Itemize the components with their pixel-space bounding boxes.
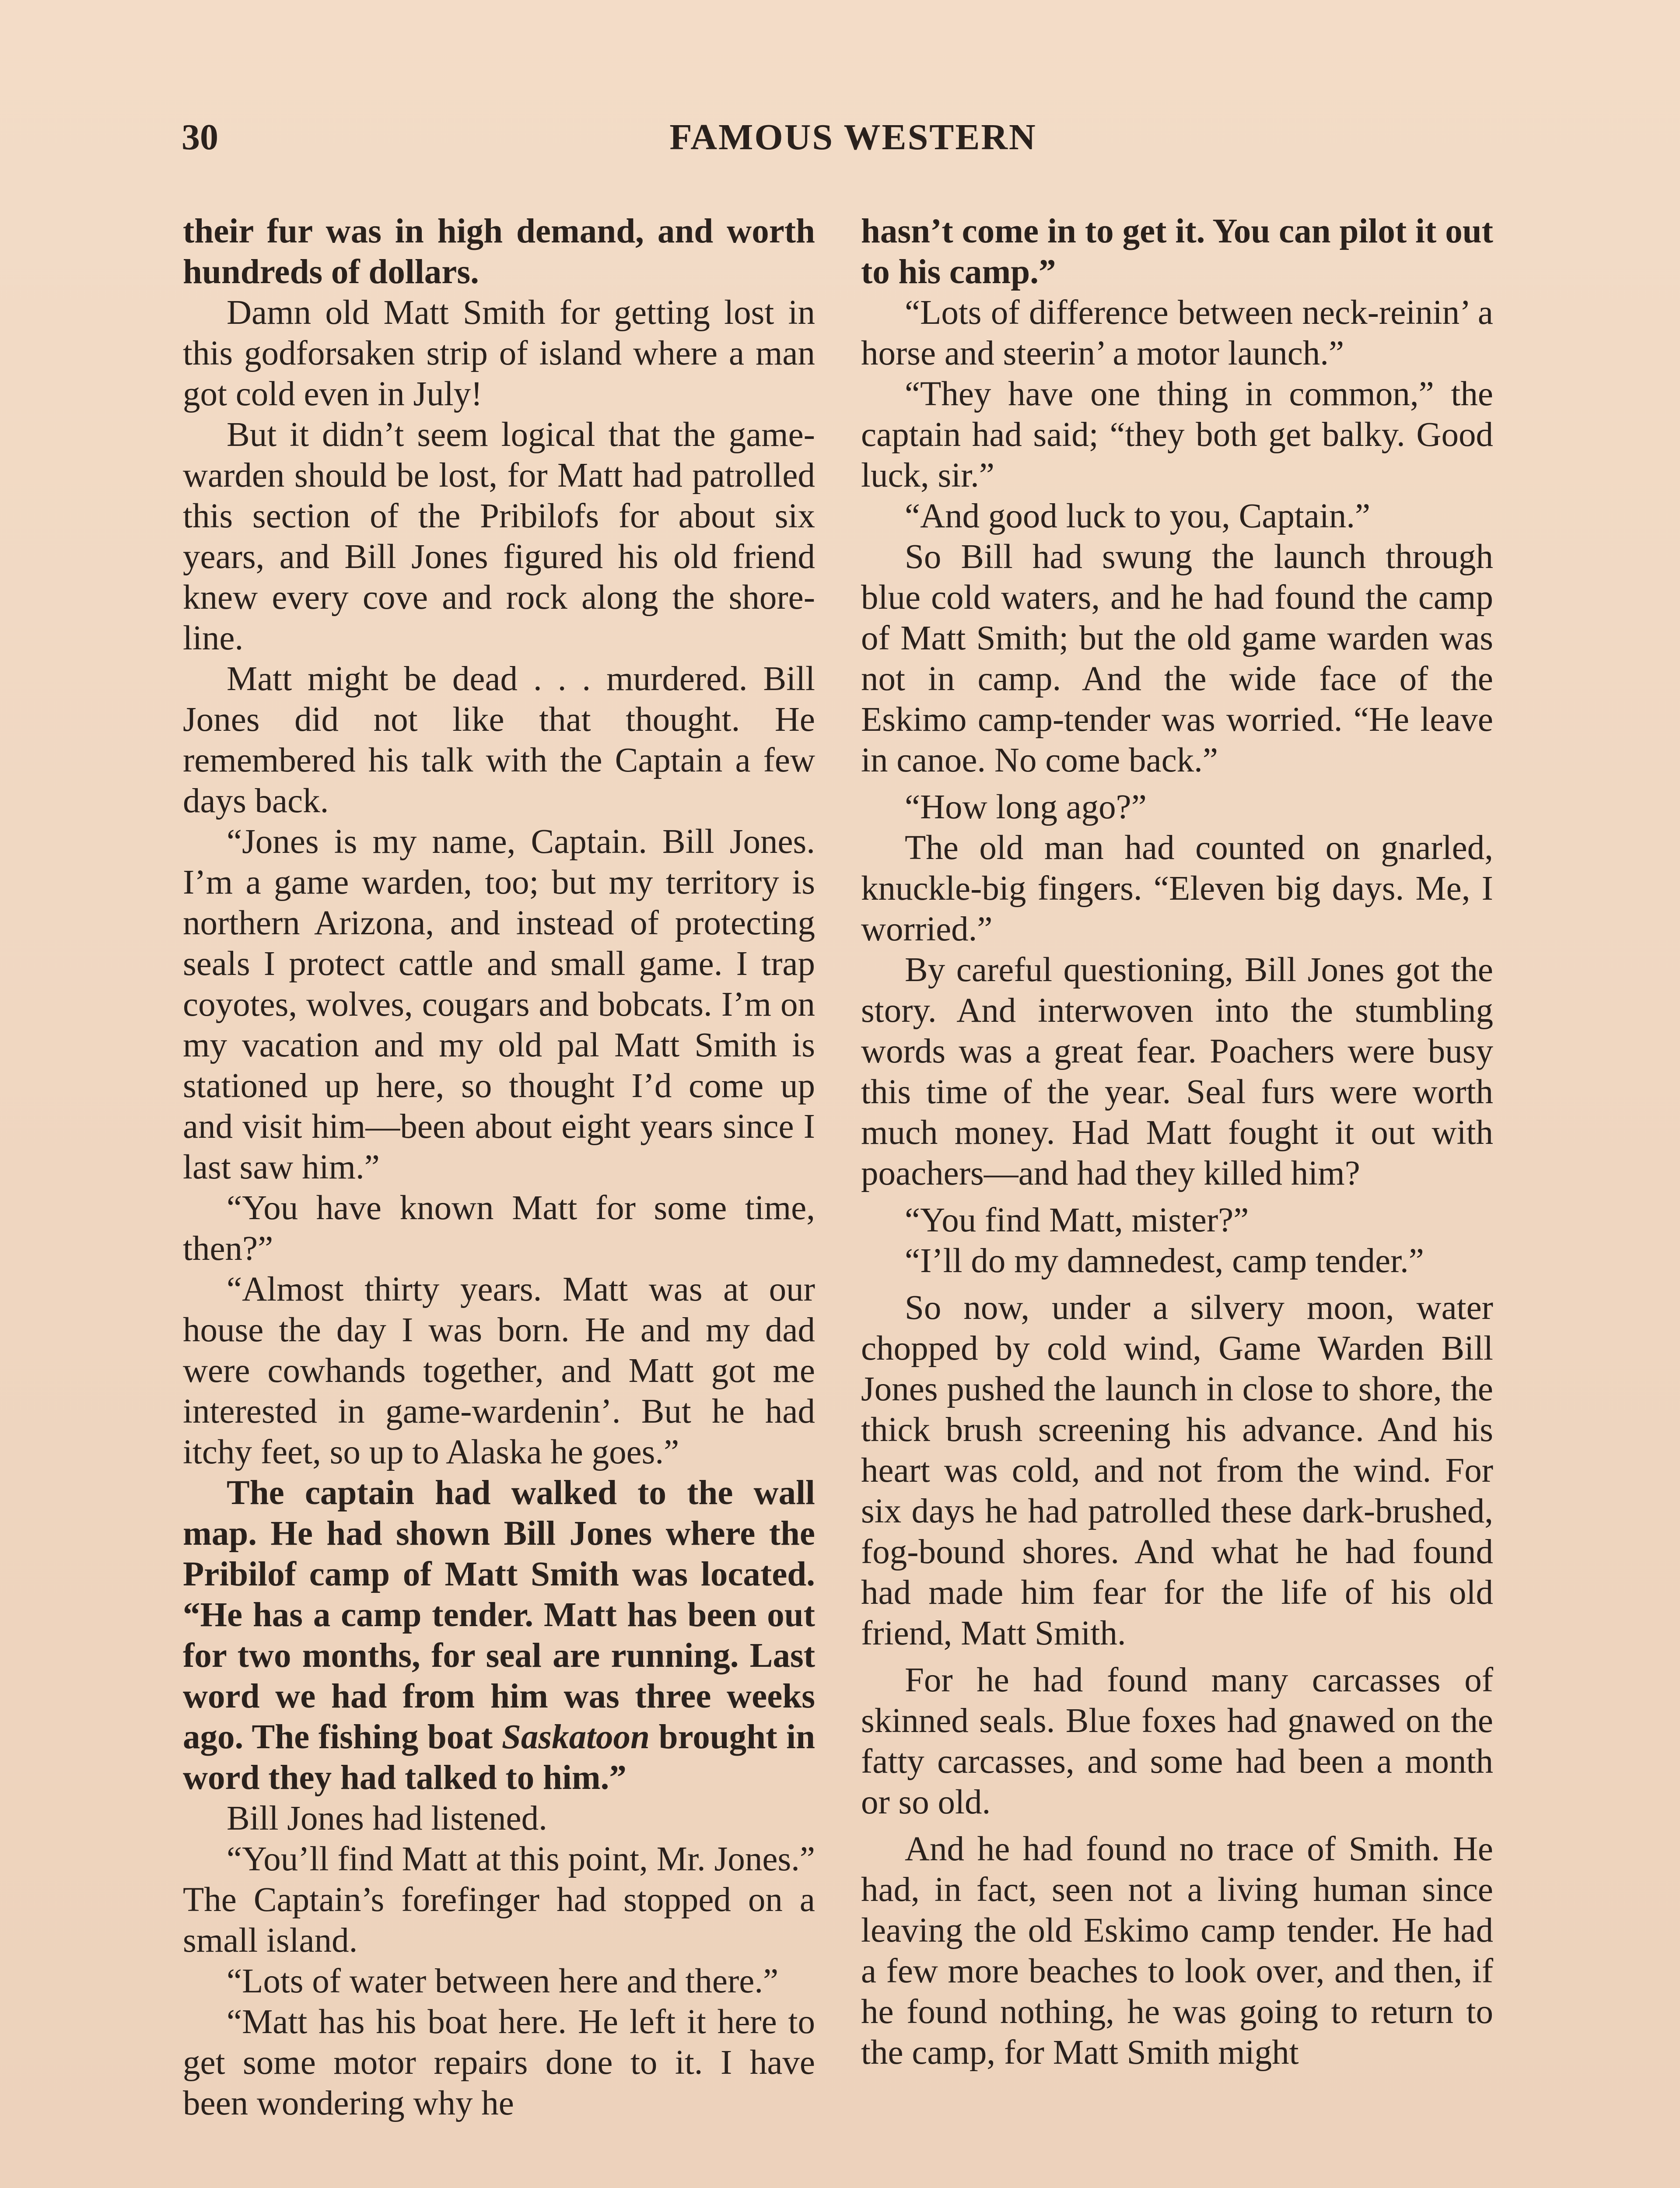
paragraph: “I’ll do my damnedest, camp tender.”	[905, 1242, 1424, 1280]
paragraph: “Lots of water between here and there.”	[227, 1962, 779, 2000]
paragraph: “You’ll find Matt at this point, Mr. Jones.” The Captain’s forefinger had stopped on a small island.	[183, 1840, 815, 1960]
paragraph: “Almost thirty years. Matt was at our house the day I was born. He and my dad were cowhands together, and Matt got me interested in game-wardenin’. But he had itchy feet, so up to Alaska he goes.”	[183, 1270, 815, 1471]
paragraph: their fur was in high demand, and worth hundreds of dollars.	[183, 212, 815, 291]
paragraph-text: brought in word they had talked to him.”	[183, 1718, 816, 1797]
paragraph: “Matt has his boat here. He left it here to get some motor repairs done to it. I have been wondering why he	[183, 2003, 815, 2122]
paragraph-text: The captain had walked to the wall map. He had shown Bill Jones where the Pribilof camp of Matt Smith was located. “He has a camp tender. Matt has been out for two months, for seal are running. Last word we had from him was three weeks ago. The fishing boat	[183, 1474, 815, 1756]
paragraph: So now, under a silvery moon, water chopped by cold wind, Game Warden Bill Jones pushed the launch in close to shore, the thick brush screening his advance. And his heart was cold, and not from the wind. For six days he had patrolled these dark-brushed, fog-bound shores. And what he had found had made him fear for the life of his old friend, Matt Smith.	[861, 1289, 1493, 1652]
paragraph: “They have one thing in common,” the captain had said; “they both get balky. Good luck, sir.”	[861, 375, 1493, 494]
paragraph: “Lots of difference between neck-reinin’ a horse and steerin’ a motor launch.”	[861, 294, 1493, 372]
paragraph: Damn old Matt Smith for getting lost in this godforsaken strip of island where a man got cold even in July!	[183, 294, 815, 413]
right-column	[861, 211, 1493, 2073]
paragraph: And he had found no trace of Smith. He had, in fact, seen not a living human since leaving the old Eskimo camp tender. He had a few more beaches to look over, and then, if he found nothing, he was going to return to the camp, for Matt Smith might	[861, 1830, 1493, 2072]
paragraph: The old man had counted on gnarled, knuckle-big fingers. “Eleven big days. Me, I worried.”	[861, 829, 1493, 948]
paragraph: Bill Jones had listened.	[227, 1799, 547, 1837]
paragraph: For he had found many carcasses of skinned seals. Blue foxes had gnawed on the fatty carcasses, and some had been a month or so old.	[861, 1661, 1493, 1821]
paragraph: But it didn’t seem logical that the game-warden should be lost, for Matt had patrolled this section of the Pribilofs for about six years, and Bill Jones figured his old friend knew every cove and rock along the shore-line.	[183, 416, 815, 657]
paragraph: By careful questioning, Bill Jones got the story. And interwoven into the stumbling words was a great fear. Poachers were busy this time of the year. Seal furs were worth much money. Had Matt fought it out with poachers—and had they killed him?	[861, 951, 1493, 1192]
paragraph: “And good luck to you, Captain.”	[905, 497, 1371, 535]
paragraph: Matt might be dead . . . murdered. Bill Jones did not like that thought. He remembered his talk with the Captain a few days back.	[183, 660, 815, 820]
paragraph: “You have known Matt for some time, then?”	[183, 1189, 815, 1268]
paragraph: So Bill had swung the launch through blue cold waters, and he had found the camp of Matt Smith; but the old game warden was not in camp. And the wide face of the Eskimo camp-tender was worried. “He leave in canoe. No come back.”	[861, 538, 1493, 779]
paragraph: “How long ago?”	[905, 788, 1147, 826]
paragraph	[183, 1473, 815, 1798]
left-column	[183, 211, 815, 2124]
paragraph: “You find Matt, mister?”	[905, 1201, 1249, 1239]
boat-name: Saskatoon	[501, 1718, 650, 1756]
running-head: FAMOUS WESTERN	[669, 117, 1037, 158]
page-number: 30	[182, 117, 218, 158]
paragraph: “Jones is my name, Captain. Bill Jones. I’m a game warden, too; but my territory is northern Arizona, and instead of protecting seals I protect cattle and small game. I trap coyotes, wolves, cougars and bobcats. I’m on my vacation and my old pal Matt Smith is stationed up here, so thought I’d come up and visit him—been about eight years since I last saw him.”	[183, 823, 815, 1186]
paragraph: hasn’t come in to get it. You can pilot it out to his camp.”	[861, 212, 1493, 291]
